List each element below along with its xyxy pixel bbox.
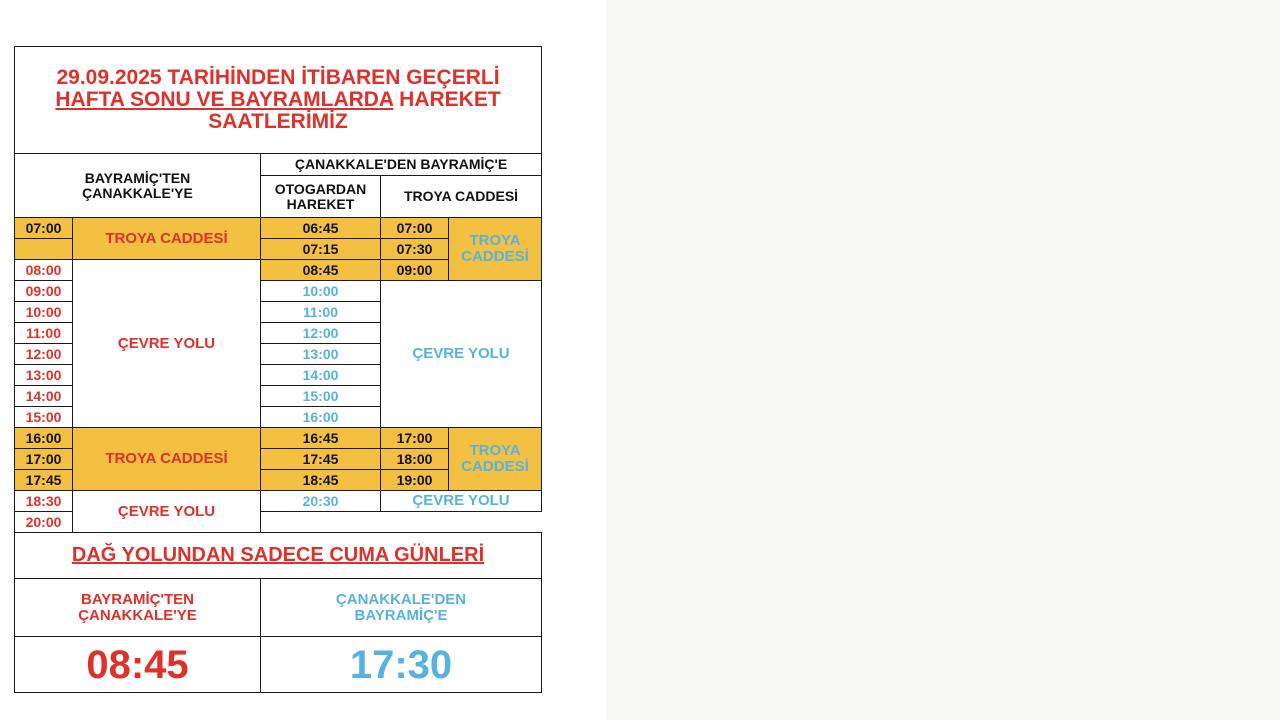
left-time-cell: 10:00	[15, 302, 73, 323]
otogar-time-cell: 10:00	[261, 281, 381, 302]
left-time-cell: 14:00	[15, 386, 73, 407]
otogar-time-cell: 17:45	[261, 449, 381, 470]
title-line3: SAATLERİMİZ	[208, 110, 348, 134]
left-time-cell: 15:00	[15, 407, 73, 428]
otogar-time-cell: 12:00	[261, 323, 381, 344]
troya-time-cell: 17:00	[381, 428, 449, 449]
otogar-time-cell: 14:00	[261, 365, 381, 386]
left-time-cell: 18:30	[15, 491, 73, 512]
left-time-cell: 17:45	[15, 470, 73, 491]
dag-right-time: 17:30	[261, 637, 542, 693]
left-time-cell: 07:00	[15, 218, 73, 239]
troya-time-cell: 07:30	[381, 239, 449, 260]
left-time-cell: 09:00	[15, 281, 73, 302]
left-time-cell	[15, 239, 73, 260]
left-time-cell: 13:00	[15, 365, 73, 386]
title-line2-rest: HAREKET	[393, 87, 501, 111]
empty-cell	[261, 512, 542, 533]
title-line2-underlined: HAFTA SONU VE BAYRAMLARDA	[55, 87, 394, 111]
otogar-time-cell: 07:15	[261, 239, 381, 260]
dag-left-label: BAYRAMİÇ'TEN ÇANAKKALE'YE	[15, 579, 261, 637]
otogar-time-cell: 06:45	[261, 218, 381, 239]
dag-right-label: ÇANAKKALE'DEN BAYRAMİÇ'E	[261, 579, 542, 637]
otogar-time-cell: 13:00	[261, 344, 381, 365]
header-otogar: OTOGARDAN HAREKET	[261, 176, 381, 218]
right-route-cevre: ÇEVRE YOLU	[381, 281, 542, 428]
title-line1: 29.09.2025 TARİHİNDEN İTİBAREN GEÇERLİ	[56, 65, 500, 89]
troya-time-cell: 09:00	[381, 260, 449, 281]
left-time-cell: 08:00	[15, 260, 73, 281]
otogar-time-cell: 15:00	[261, 386, 381, 407]
header-bayramic-to-canakkale: BAYRAMİÇ'TEN ÇANAKKALE'YE	[15, 154, 261, 218]
left-route-troya: TROYA CADDESİ	[73, 428, 261, 491]
timetable-sheet	[0, 0, 606, 720]
otogar-time-cell: 11:00	[261, 302, 381, 323]
left-route-troya: TROYA CADDESİ	[73, 218, 261, 260]
troya-time-cell: 07:00	[381, 218, 449, 239]
header-canakkale-to-bayramic: ÇANAKKALE'DEN BAYRAMİÇ'E	[261, 154, 542, 176]
left-time-cell: 17:00	[15, 449, 73, 470]
troya-time-cell: 19:00	[381, 470, 449, 491]
left-time-cell: 20:00	[15, 512, 73, 533]
left-route-cevre: ÇEVRE YOLU	[73, 491, 261, 533]
right-route-cevre: ÇEVRE YOLU	[381, 491, 542, 512]
otogar-time-cell: 18:45	[261, 470, 381, 491]
troya-time-cell: 18:00	[381, 449, 449, 470]
schedule-title	[15, 47, 542, 154]
otogar-time-cell: 16:45	[261, 428, 381, 449]
left-route-cevre: ÇEVRE YOLU	[73, 260, 261, 428]
header-troya: TROYA CADDESİ	[381, 176, 542, 218]
dag-yolu-title: DAĞ YOLUNDAN SADECE CUMA GÜNLERİ	[15, 533, 542, 579]
right-route-troya: TROYA CADDESİ	[449, 428, 542, 491]
left-time-cell: 11:00	[15, 323, 73, 344]
otogar-time-cell: 08:45	[261, 260, 381, 281]
otogar-time-cell: 20:30	[261, 491, 381, 512]
otogar-time-cell: 16:00	[261, 407, 381, 428]
right-route-troya: TROYA CADDESİ	[449, 218, 542, 281]
left-time-cell: 12:00	[15, 344, 73, 365]
left-time-cell: 16:00	[15, 428, 73, 449]
dag-left-time: 08:45	[15, 637, 261, 693]
schedule-table	[14, 46, 542, 693]
